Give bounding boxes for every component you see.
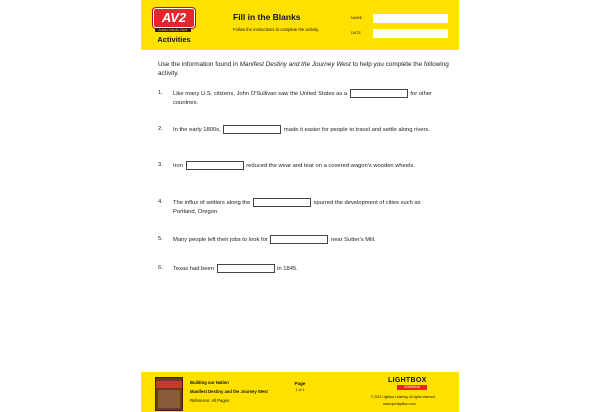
series-title: Building our Nation [190, 380, 229, 385]
book-cover-thumbnail [155, 377, 183, 411]
question-number: 6. [158, 265, 163, 271]
intro-before: Use the information found in [158, 61, 240, 68]
website-link[interactable]: www.openlightbox.com [383, 402, 416, 406]
question-text-after: spurred the development of cities such as Portland, Oregon. [173, 200, 421, 216]
worksheet-content [158, 60, 450, 273]
av2-logo [149, 8, 199, 42]
question-text-after: made it easier for people to travel and settle along rivers. [282, 127, 430, 134]
worksheet-subtitle: Follow the instructions to complete the activity. [233, 27, 320, 32]
question-text-before: The influx of settlers along the [173, 200, 252, 207]
answer-blank-1[interactable] [350, 89, 408, 98]
worksheet-title: Fill in the Blanks [233, 12, 301, 22]
answer-blank-6[interactable] [217, 264, 275, 273]
answer-blank-2[interactable] [223, 125, 281, 134]
question-number: 5. [158, 236, 163, 242]
date-label: DATE [351, 31, 362, 35]
worksheet-page [141, 0, 459, 412]
question-text-after: reduced the wear and tear on a covered wagon's wooden wheels. [244, 163, 415, 170]
question-number: 3. [158, 162, 163, 168]
question-number: 2. [158, 126, 163, 132]
reference-text: Reference: All Pages [190, 398, 230, 403]
footer-bar [141, 372, 459, 412]
question-number: 4. [158, 199, 163, 205]
av2-logo-subtext: AUDIO VISUAL TEXT [155, 28, 191, 32]
answer-blank-3[interactable] [186, 161, 244, 170]
name-field[interactable] [373, 14, 448, 23]
date-field[interactable] [373, 29, 448, 38]
page-label: Page [294, 381, 306, 386]
page-number: 1 of 1 [295, 388, 305, 392]
question-text-before: Iron [173, 163, 185, 170]
question-number: 1. [158, 90, 163, 96]
answer-blank-5[interactable] [270, 235, 328, 244]
question-text-after: in 1845. [275, 266, 298, 273]
question-text-after: for other countries. [173, 91, 432, 107]
intro-book-title: Manifest Destiny and the Journey West [239, 61, 351, 68]
question-text-before: Like many U.S. citizens, John O'Sullivan saw the United States as a [173, 91, 349, 98]
answer-blank-4[interactable] [253, 198, 311, 207]
lightbox-badge: LEARNING [397, 385, 427, 390]
question-text-before: Texas had been [173, 266, 216, 273]
logo-section-label: Activities [157, 35, 191, 44]
name-label: NAME [351, 16, 363, 20]
instructions [158, 60, 450, 78]
question-text-before: In the early 1800s, [173, 127, 223, 134]
av2-logo-mark: AV2 [153, 8, 195, 28]
question-text-after: near Sutter's Mill. [329, 237, 376, 244]
footer-book-title: Manifest Destiny and the Journey West [190, 389, 268, 394]
intro-after: to help you complete the following activity. [158, 61, 449, 77]
copyright-text: © 2022 Lightbox Learning. All rights reserved. [371, 395, 436, 399]
header-bar [141, 0, 459, 50]
lightbox-logo: LIGHTBOX [388, 377, 427, 384]
question-text-before: Many people left their jobs to look for [173, 237, 270, 244]
